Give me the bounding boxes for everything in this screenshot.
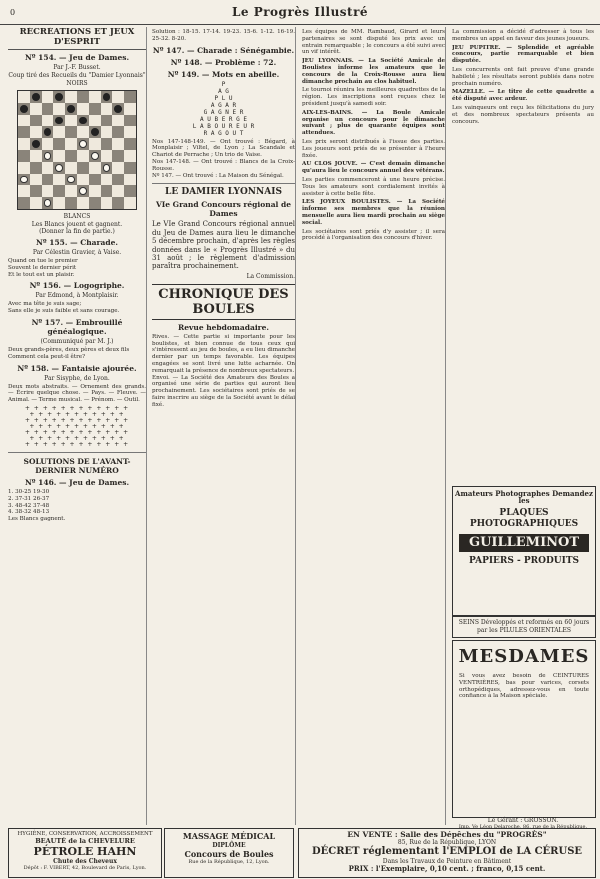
col4-intro-text: La commission a décidé d'adresser à tous les membres un appel en faveur des jeunes joueurs. [452, 29, 594, 42]
board-square [42, 174, 54, 186]
board-square [53, 115, 65, 127]
imprimerie-line: Imp. Ve Léon Delaroche, 86, rue de la République. [458, 824, 588, 830]
black-piece [91, 128, 99, 136]
board-square [42, 91, 54, 103]
mots-abeille-title: Nº 149. — Mots en abeille. [167, 69, 280, 79]
board-square [101, 103, 113, 115]
plaques-ad-intro: Amateurs Photographes Demandez les [455, 489, 593, 505]
board-square [112, 150, 124, 162]
black-piece [103, 93, 111, 101]
board-square [65, 138, 77, 150]
board-square [112, 197, 124, 209]
board-square [53, 174, 65, 186]
board-square [101, 174, 113, 186]
board-square [89, 185, 101, 197]
massage-address: Rue de la République, 12, Lyon. [188, 859, 270, 865]
board-square [77, 91, 89, 103]
board-square [101, 162, 113, 174]
decret-price: PRIX : l'Exemplaire, 0,10 cent. ; franco, 0,15 cent. [348, 864, 546, 873]
massage-concours: Concours de Boules [184, 849, 274, 859]
boules-chronicle-title: CHRONIQUE DES BOULES [152, 284, 295, 320]
vente-address: 85, Rue de la République, LYON [397, 839, 497, 846]
board-square [101, 126, 113, 138]
concours-text: Le VIe Grand Concours régional annuel du Jeu de Dames aura lieu le dimanche 5 décembre prochain, d'après les règles données dans le « Progrès Illustré » du 31 août ; le règlement d'admission paraîtra prochainement. [152, 220, 295, 271]
black-piece [55, 93, 63, 101]
embrouille-author: (Communiqué par M. J.) [40, 337, 114, 345]
board-square [124, 103, 136, 115]
board-square [18, 91, 30, 103]
massage-diplome: DIPLÔME [212, 842, 246, 849]
board-square [112, 126, 124, 138]
board-square [53, 138, 65, 150]
board-square [112, 138, 124, 150]
boules-chronicle-subtitle: Revue hebdomadaire. [178, 322, 269, 332]
dames-note: Coup tiré des Recueils du "Damier Lyonnais" [8, 72, 146, 79]
board-square [77, 126, 89, 138]
solution-dames-text: 1. 30-25 19-30 2. 37-31 26-37 3. 48-42 37-48 4. 38-32 48-13 Les Blancs gagnent. [8, 488, 66, 523]
solutions-title: SOLUTIONS DE L'AVANT-DERNIER NUMÉRO [23, 456, 131, 475]
board-square [112, 185, 124, 197]
board-square [112, 162, 124, 174]
board-square [89, 162, 101, 174]
board-square [53, 197, 65, 209]
board-square [30, 126, 42, 138]
board-square [65, 174, 77, 186]
white-piece [44, 199, 52, 207]
board-caption: Les Blancs jouent et gagnent. (Donner la fin de partie.) [31, 221, 123, 235]
mots-abeille-line: A G [218, 87, 229, 95]
board-square [124, 197, 136, 209]
white-piece [44, 152, 52, 160]
puzzle-solution-text: Solution : 18-15. 17-14. 19-23. 15-6. 1-12. 16-19. 25-32. 8-20. [152, 29, 295, 42]
board-square [65, 91, 77, 103]
board-square [101, 197, 113, 209]
board-square [42, 138, 54, 150]
petrole-main: PÉTROLE HAHN [33, 845, 137, 858]
aix-heading: AIX-LES-BAINS. — La Boule Amicale organise un concours pour le dimanche suivant ; plus de quarante équipes sont attendues. [302, 109, 445, 137]
board-square [42, 150, 54, 162]
mots-abeille-line: A U B E R G E [200, 115, 247, 123]
board-square [124, 185, 136, 197]
board-square [18, 150, 30, 162]
mazelle-heading: MAZELLE. — Le titre de cette quadrette a été disputé avec ardeur. [452, 89, 594, 103]
white-piece [103, 164, 111, 172]
column-recreations [8, 27, 147, 825]
seins-ad-text: SEINS Développés et reformés en 60 jours par les PILULES ORIENTALES [458, 619, 590, 634]
white-piece [20, 176, 28, 184]
board-square [42, 197, 54, 209]
aix-text: Les prix seront distribués à l'issue des parties. Les joueurs sont priés de se présenter à l'heure fixée. [302, 138, 445, 159]
seins-ad [452, 616, 596, 638]
board-square [124, 138, 136, 150]
board-square [124, 174, 136, 186]
board-square [89, 150, 101, 162]
logogriphe-text: Avec ma tête je suis sage; Sans elle je suis faible et sans courage. [8, 301, 120, 315]
board-square [18, 174, 30, 186]
board-square [42, 185, 54, 197]
dames-author: Par J.-F. Busset. [53, 64, 101, 71]
divider [8, 452, 146, 453]
board-square [30, 103, 42, 115]
fantaisie-diagram: + + + + + + + + + + + + + + + + + + + + + + + + + + + + + + + + + + + + + + + + + + + + + + + + + + + + + + + + + + + + + + + + + + + + + + + + + + + + + + + + + [24, 404, 130, 448]
white-piece [79, 187, 87, 195]
board-square [101, 185, 113, 197]
board-square [124, 91, 136, 103]
newspaper-title: Le Progrès Illustré [231, 5, 369, 19]
board-square [53, 91, 65, 103]
massage-title: MASSAGE MÉDICAL [182, 831, 276, 841]
board-square [77, 103, 89, 115]
mots-abeille-line: L A B O U R E U R [192, 122, 255, 130]
joyeux-boulistes-text: Les sociétaires sont priés d'y assister ; il sera procédé à l'organisation des concours d'hiver. [302, 228, 445, 242]
column-boules-continued [302, 27, 446, 825]
board-square [18, 126, 30, 138]
embrouille-title: Nº 157. — Embrouillé généalogique. [31, 317, 123, 336]
board-square [18, 103, 30, 115]
mots-abeille-line: P [221, 80, 226, 88]
boules-chronicle-text: Rives. — Cette partie si importante pour les boulistes, et bien connue de tous ceux qui s'intéressent au jeu de boules, a eu lieu dimanche dernier par un temps favorable. Les équipes engagées se sont livré une lutte acharnée. On remarquait la présence de nombreux spectateurs. Envoi. — La Société des Amateurs des Boules a organisé une série de parties qui auront lieu prochainement. Les sociétaires sont priés de se faire inscrire au siège de la Société avant le délai fixé. [152, 333, 295, 408]
solvers-text: Nos 147-148-149. — Ont trouvé : Bégard, à Monplaisir ; Viltel, de Lyon ; La Scandale et Chariot de Perrache ; Un trio de Vaise. Nos 147-148. — Ont trouvé : Blancs de la Croix-Rousse. Nº 147. — Ont trouvé : La Maison du Sénégal. [152, 138, 295, 179]
fantaisie-title: Nº 158. — Fantaisie ajourée. [17, 363, 137, 373]
board-square [65, 197, 77, 209]
board-square [65, 185, 77, 197]
board-square [42, 103, 54, 115]
checkers-board [17, 90, 137, 210]
board-square [53, 162, 65, 174]
board-square [30, 150, 42, 162]
board-square [89, 174, 101, 186]
mazelle-text: Les vainqueurs ont reçu les félicitations du jury et des nombreux spectateurs présents au concours. [452, 104, 594, 125]
board-top-label: NOIRS [66, 80, 88, 87]
board-square [77, 150, 89, 162]
petrole-hahn-ad [8, 828, 162, 878]
board-square [89, 197, 101, 209]
black-piece [32, 140, 40, 148]
concours-title: VIe Grand Concours régional de Dames [155, 200, 292, 219]
vente-title: EN VENTE : Salle des Dépêches du "PROGRÈS" [347, 830, 547, 839]
board-square [124, 150, 136, 162]
jeu-pupitre-heading: JEU PUPITRE. — Splendide et agréable concours, partie remarquable et bien disputée. [452, 44, 594, 65]
board-square [30, 197, 42, 209]
board-square [53, 126, 65, 138]
board-square [42, 162, 54, 174]
board-square [89, 91, 101, 103]
board-square [30, 185, 42, 197]
board-bottom-label: BLANCS [63, 213, 91, 220]
black-piece [55, 117, 63, 125]
plaques-ad-main: PLAQUES PHOTOGRAPHIQUES [469, 508, 579, 529]
column-boules-end [452, 27, 594, 482]
board-square [53, 185, 65, 197]
recreations-heading: RÉCRÉATIONS ET JEUX D'ESPRIT [8, 27, 146, 50]
board-square [124, 162, 136, 174]
board-square [101, 150, 113, 162]
board-square [77, 185, 89, 197]
mesdames-ad [452, 640, 596, 818]
charade-title: Nº 155. — Charade. [36, 238, 118, 247]
white-piece [91, 152, 99, 160]
board-square [77, 138, 89, 150]
board-square [30, 138, 42, 150]
white-piece [79, 140, 87, 148]
mots-abeille-line: G A G N E R [203, 108, 244, 116]
black-piece [44, 128, 52, 136]
charade-answer: Nº 147. — Charade : Sénégambie. [152, 45, 295, 55]
board-square [89, 115, 101, 127]
clos-jouve-heading: AU CLOS JOUVE. — C'est demain dimanche qu'aura lieu le concours annuel des vétérans. [302, 161, 445, 175]
boules-text-continued: Les équipes de MM. Rambaud, Girard et leurs partenaires se sont disputé les prix avec un entrain remarquable ; le concours a été suivi avec un vif intérêt. [302, 29, 445, 56]
board-square [77, 162, 89, 174]
board-square [30, 115, 42, 127]
board-square [112, 91, 124, 103]
board-square [65, 162, 77, 174]
embrouille-text: Deux grands-pères, deux pères et deux fils Comment cela peut-il être? [8, 346, 130, 360]
board-square [53, 150, 65, 162]
jeu-pupitre-text: Les concurrents ont fait preuve d'une grande habileté ; les résultats seront publiés dans notre prochain numéro. [452, 66, 594, 87]
black-piece [79, 117, 87, 125]
board-square [18, 197, 30, 209]
decret-subtitle: Dans les Travaux de Peinture en Bâtiment [382, 858, 512, 865]
board-square [89, 138, 101, 150]
board-square [89, 103, 101, 115]
clos-jouve-text: Les parties commenceront à une heure précise. Tous les amateurs sont cordialement invités à assister à cette belle fête. [302, 176, 445, 197]
mots-abeille-line: R A G O U T [203, 129, 244, 137]
black-piece [67, 105, 75, 113]
board-square [77, 115, 89, 127]
page-number: 0 [10, 8, 16, 17]
charade-author: Par Célestin Gravier, à Vaise. [32, 249, 122, 256]
column-puzzles-boules [152, 27, 296, 825]
joyeux-boulistes-heading: LES JOYEUX BOULISTES. — La Société informe ses membres que la réunion mensuelle aura lieu mardi prochain au siège social. [302, 199, 445, 226]
board-square [77, 174, 89, 186]
probleme-answer: Nº 148. — Problème : 72. [170, 57, 277, 67]
jeu-lyonnais-text: Le tournoi réunira les meilleures quadrettes de la région. Les inscriptions sont reçues chez le président jusqu'à samedi soir. [302, 87, 445, 107]
mesdames-title: MESDAMES [458, 646, 590, 667]
board-square [18, 115, 30, 127]
commission-signature: La Commission. [246, 272, 295, 280]
white-piece [55, 164, 63, 172]
board-square [65, 150, 77, 162]
petrole-sub: Chute des Cheveux [53, 858, 117, 865]
divider [152, 183, 295, 184]
board-square [124, 115, 136, 127]
logogriphe-author: Par Edmond, à Montplaisir. [35, 292, 119, 300]
board-square [18, 185, 30, 197]
board-square [42, 126, 54, 138]
charade-text: Quand on tue le premier Souvent le dernier périt Et le tout est un plaisir. [8, 258, 78, 278]
board-square [89, 126, 101, 138]
dames-problem-title: Nº 154. — Jeu de Dames. [24, 53, 130, 62]
fantaisie-text: Deux mots abstraits. — Ornement des grands. — Écrire quelque chose. — Pays. — Fleuve. — Animal. — Terme musical. — Prénom. — Outil. [8, 383, 146, 404]
board-square [124, 126, 136, 138]
board-square [101, 138, 113, 150]
board-square [18, 138, 30, 150]
board-square [101, 115, 113, 127]
board-square [42, 115, 54, 127]
board-square [112, 174, 124, 186]
board-square [65, 103, 77, 115]
board-square [112, 115, 124, 127]
board-square [30, 162, 42, 174]
board-square [101, 91, 113, 103]
page-header [0, 4, 600, 25]
board-square [53, 103, 65, 115]
board-square [65, 126, 77, 138]
board-square [30, 91, 42, 103]
mesdames-text: Si vous avez besoin de CEINTURES VENTRIÈRES, bas pour varices, corsets orthopédiques, adressez-vous en toute confiance à la Maison spéciale. [459, 673, 589, 700]
fantaisie-author: Par Sisyphe, de Lyon. [44, 374, 110, 382]
white-piece [67, 176, 75, 184]
guilleminot-brand: GUILLEMINOT [459, 534, 589, 552]
board-square [18, 162, 30, 174]
black-piece [32, 93, 40, 101]
petrole-address: Dépôt : F. VIBERT, 42, Boulevard de Paris, Lyon. [23, 865, 147, 871]
logogriphe-title: Nº 156. — Logogriphe. [29, 281, 125, 291]
mots-abeille-grid [152, 81, 295, 137]
board-square [77, 197, 89, 209]
massage-ad [164, 828, 294, 878]
mots-abeille-line: P L U [214, 94, 233, 102]
damier-lyonnais-title: LE DAMIER LYONNAIS [165, 187, 282, 198]
decret-ad [298, 828, 596, 878]
gerant-name: Le Gérant : GROSSON. [487, 817, 559, 824]
jeu-lyonnais-heading: JEU LYONNAIS. — La Société Amicale de Boulistes informe les amateurs que le concours de la Croix-Rousse aura lieu dimanche prochain au clos habituel. [302, 58, 445, 85]
board-square [65, 115, 77, 127]
petrole-beaute: BEAUTÉ de la CHEVELURE [35, 837, 135, 845]
solution-dames-title: Nº 146. — Jeu de Dames. [24, 477, 130, 487]
black-piece [114, 105, 122, 113]
plaques-ad-sub: PAPIERS - PRODUITS [468, 556, 580, 566]
decret-title: DÉCRET réglementant l'EMPLOI de LA CÉRUSE [311, 846, 583, 857]
plaques-photo-ad [452, 486, 596, 616]
mots-abeille-line: A G A R [210, 101, 237, 109]
board-square [112, 103, 124, 115]
petrole-top: HYGIÈNE, CONSERVATION, ACCROISSEMENT [17, 831, 153, 837]
board-square [30, 174, 42, 186]
black-piece [20, 105, 28, 113]
